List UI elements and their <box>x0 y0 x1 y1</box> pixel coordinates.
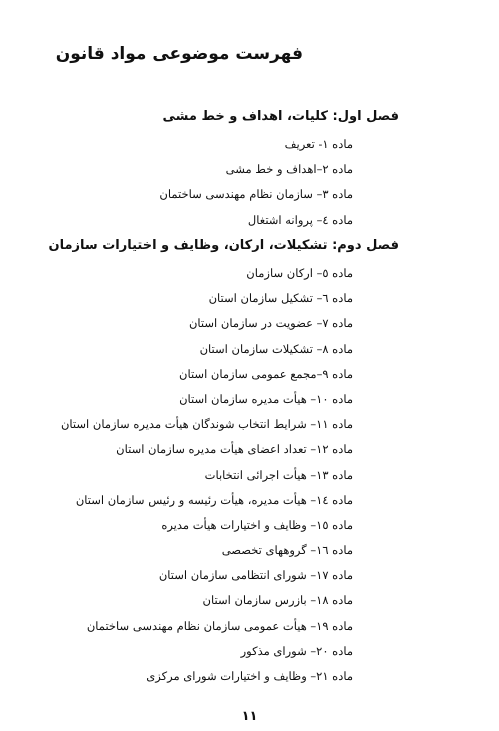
article-item: ماده ۱۱– شرایط انتخاب شوندگان هیأت مدیره سازمان استان <box>60 417 353 432</box>
article-item: ماده ۲۰– شورای مذکور <box>240 643 353 658</box>
article-item: ماده ۱۷– شورای انتظامی سازمان استان <box>158 568 353 583</box>
chapter-1-article-list <box>159 132 353 233</box>
article-item: ماده ۱٥– وظایف و اختیارات هیأت مدیره <box>161 517 353 532</box>
chapter-2-article-list <box>61 261 353 689</box>
chapter-2-heading: فصل دوم: تشکیلات، ارکان، وظایف و اختیارات سازمان <box>48 238 399 253</box>
page-number: ۱۱ <box>241 709 258 724</box>
article-item: ماده ۱۸– بازرس سازمان استان <box>202 593 353 608</box>
article-item: ماده ۱- تعریف <box>284 137 353 151</box>
article-item: ماده ۱۰– هیأت مدیره سازمان استان <box>179 391 353 406</box>
page-title: فهرست موضوعی مواد قانون <box>55 44 303 64</box>
article-item: ماده ۹–مجمع عمومی سازمان استان <box>179 366 353 381</box>
article-item: ماده ۱۳– هیأت اجرائی انتخابات <box>204 467 353 482</box>
article-item: ماده ۳– سازمان نظام مهندسی ساختمان <box>159 187 353 202</box>
article-item: ماده ٥– ارکان سازمان <box>246 266 353 280</box>
article-item: ماده ۱۲– تعداد اعضای هیأت مدیره سازمان استان <box>116 442 353 457</box>
article-item: ماده ٤– پروانه اشتغال <box>247 212 353 227</box>
chapter-1-heading: فصل اول: کلیات، اهداف و خط مشی <box>162 109 399 124</box>
article-item: ماده ۷– عضویت در سازمان استان <box>188 316 353 331</box>
article-item: ماده ۱۹– هیأت عمومی سازمان نظام مهندسی ساختمان <box>86 618 353 633</box>
article-item: ماده ۲–اهداف و خط مشی <box>225 162 353 177</box>
article-item: ماده ۸– تشکیلات سازمان استان <box>199 341 353 356</box>
article-item: ماده ۱٤– هیأت مدیره، هیأت رئیسه و رئیس سازمان استان <box>75 492 353 507</box>
article-item: ماده ٦– تشکیل سازمان استان <box>208 291 353 306</box>
article-item: ماده ۱٦– گروههای تخصصی <box>221 543 353 558</box>
article-item: ماده ۲۱– وظایف و اختیارات شورای مرکزی <box>146 669 353 683</box>
